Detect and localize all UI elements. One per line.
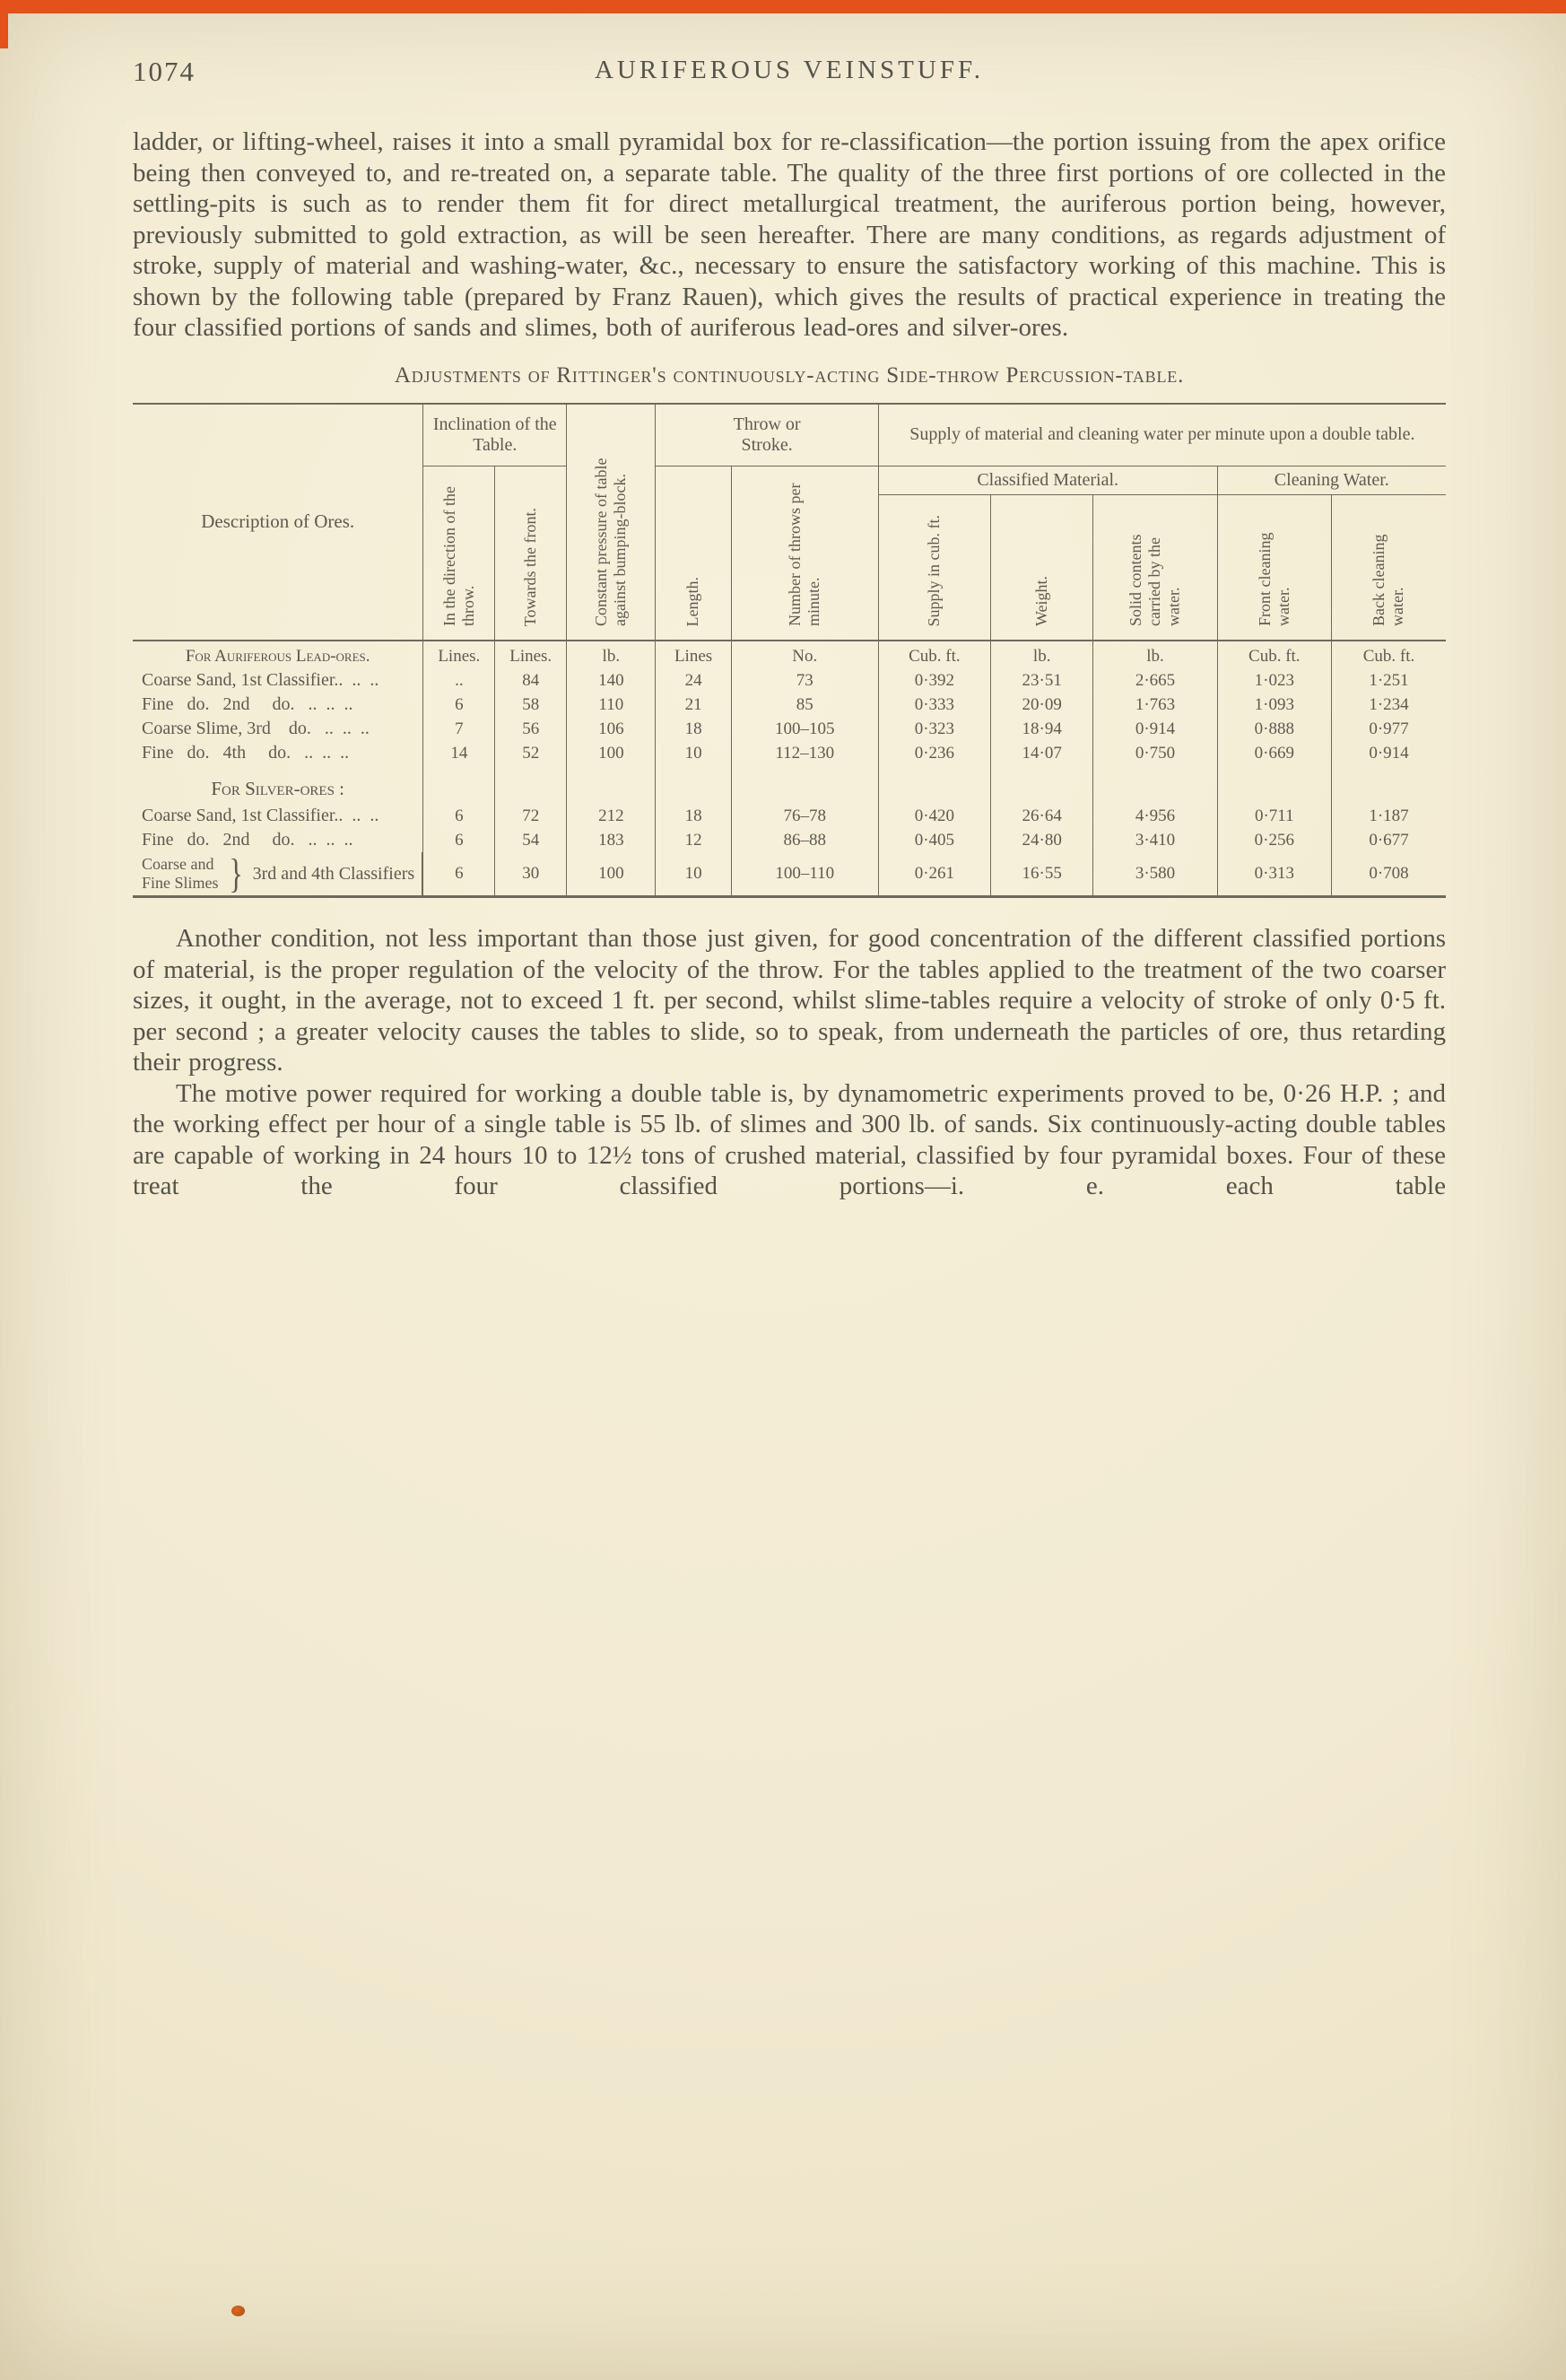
- paragraph-1: ladder, or lifting-wheel, raises it into a small pyramidal box for re-classification—the portion issuing from the apex orifice being then conveyed to, and re-treated on, a separate table. The quality of the three first portions of ore collected in the settling-pits is such as to render them fit for direct metallurgical treatment, the auriferous portion being, however, previously submitted to gold extraction, as will be seen hereafter. There are many conditions, as regards adjustment of stroke, supply of material and washing-water, &c., necessary to ensure the satisfactory working of this machine. This is shown by the following table (prepared by Franz Rauen), which gives the results of practical experience in treating the four classified portions of sands and slimes, both of auriferous lead-ores and silver-ores.: [133, 127, 1446, 342]
- col-header-back-cleaning: [1331, 495, 1446, 641]
- rotated-header-text: Solid contents carried by the water.: [1127, 534, 1183, 626]
- value-cell: 18: [656, 804, 731, 828]
- table-row: [133, 852, 1446, 897]
- value-cell: 0·405: [878, 828, 990, 852]
- value-cell: 0·256: [1217, 828, 1331, 852]
- col-group-classified-material: [878, 466, 1217, 495]
- empty-cell: [731, 765, 878, 804]
- value-cell: 1·187: [1331, 804, 1446, 828]
- rotated-header-text: Supply in cub. ft.: [925, 514, 944, 626]
- value-cell: 0·236: [878, 741, 990, 765]
- value-cell: 110: [567, 693, 656, 717]
- empty-cell: [1093, 765, 1217, 804]
- value-cell: 100: [567, 741, 656, 765]
- value-cell: 72: [495, 804, 567, 828]
- value-cell: 52: [495, 741, 567, 765]
- col-header-in-direction: [423, 466, 495, 641]
- col-header-throws-per-minute: [731, 466, 878, 641]
- col-group-throw: [656, 404, 878, 466]
- col-group-throw-label: Throw or Stroke.: [733, 414, 801, 455]
- table-row: [133, 693, 1446, 717]
- value-cell: 3·410: [1093, 828, 1217, 852]
- value-cell: 112–130: [731, 741, 878, 765]
- col-group-supply: [878, 404, 1446, 466]
- value-cell: 0·392: [878, 668, 990, 693]
- rotated-header-text: Constant pressure of table against bumping-block.: [592, 458, 630, 626]
- rotated-header-text: Towards the front.: [521, 507, 540, 626]
- col-header-supply-cub-ft: [878, 495, 990, 641]
- value-cell: 212: [567, 804, 656, 828]
- ore-description-cell: Coarse Slime, 3rd do. .. .. ..: [133, 717, 423, 741]
- table-row: [133, 668, 1446, 693]
- value-cell: 100–110: [731, 852, 878, 897]
- table-caption: Adjustments of Rittinger's continuously-acting Side-throw Percussion-table.: [394, 362, 1185, 388]
- ore-description-cell: Fine do. 2nd do. .. .. ..: [133, 828, 423, 852]
- value-cell: 100: [567, 852, 656, 897]
- value-cell: 10: [656, 852, 731, 897]
- col-header-length: [656, 466, 731, 641]
- col-group-cleaning-label: Cleaning Water.: [1274, 470, 1389, 490]
- table-row: [133, 828, 1446, 852]
- empty-cell: [1331, 765, 1446, 804]
- unit-cell: No.: [731, 641, 878, 668]
- ore-description-line: Coarse and: [142, 855, 214, 874]
- value-cell: 3·580: [1093, 852, 1217, 897]
- value-cell: 6: [423, 828, 495, 852]
- empty-cell: [656, 765, 731, 804]
- unit-cell: Cub. ft.: [1331, 641, 1446, 668]
- units-row: [133, 641, 1446, 668]
- rotated-header-text: Front cleaning water.: [1255, 532, 1292, 626]
- ore-description-stack: [142, 855, 219, 892]
- table-row: [133, 741, 1446, 765]
- value-cell: 4·956: [1093, 804, 1217, 828]
- value-cell: 14·07: [990, 741, 1092, 765]
- value-cell: 0·323: [878, 717, 990, 741]
- running-head-title: AURIFEROUS VEINSTUFF.: [594, 56, 985, 84]
- empty-cell: [567, 765, 656, 804]
- rotated-header-text: Length.: [683, 576, 702, 626]
- value-cell: 18: [656, 717, 731, 741]
- value-cell: 76–78: [731, 804, 878, 828]
- value-cell: 56: [495, 717, 567, 741]
- rotated-header-text: Number of throws per minute.: [785, 483, 823, 626]
- value-cell: 10: [656, 741, 731, 765]
- value-cell: 0·711: [1217, 804, 1331, 828]
- ore-description-rest: 3rd and 4th Classifiers: [252, 863, 415, 884]
- value-cell: 30: [495, 852, 567, 897]
- section-silver-ores: For Silver-ores :: [133, 765, 423, 804]
- value-cell: 20·09: [990, 693, 1092, 717]
- empty-cell: [990, 765, 1092, 804]
- table-row: [133, 804, 1446, 828]
- value-cell: 73: [731, 668, 878, 693]
- value-cell: 58: [495, 693, 567, 717]
- brace-glyph: }: [228, 850, 243, 897]
- value-cell: 0·313: [1217, 852, 1331, 897]
- unit-cell: Cub. ft.: [1217, 641, 1331, 668]
- value-cell: 0·261: [878, 852, 990, 897]
- value-cell: 16·55: [990, 852, 1092, 897]
- col-group-classified-label: Classified Material.: [977, 470, 1119, 490]
- unit-cell: lb.: [1093, 641, 1217, 668]
- value-cell: ..: [423, 668, 495, 693]
- unit-cell: Cub. ft.: [878, 641, 990, 668]
- value-cell: 0·677: [1331, 828, 1446, 852]
- empty-cell: [423, 765, 495, 804]
- ore-description-cell: Fine do. 4th do. .. .. ..: [133, 741, 423, 765]
- col-group-supply-label: Supply of material and cleaning water per minute upon a double table.: [909, 424, 1415, 445]
- value-cell: 100–105: [731, 717, 878, 741]
- unit-cell: lb.: [990, 641, 1092, 668]
- value-cell: 18·94: [990, 717, 1092, 741]
- page-number: 1074: [133, 56, 196, 87]
- col-header-description: Description of Ores.: [133, 404, 423, 641]
- value-cell: 86–88: [731, 828, 878, 852]
- value-cell: 7: [423, 717, 495, 741]
- value-cell: 24·80: [990, 828, 1092, 852]
- col-group-inclination: [423, 404, 567, 466]
- ink-spot: [231, 2306, 245, 2316]
- unit-cell: Lines.: [423, 641, 495, 668]
- value-cell: 23·51: [990, 668, 1092, 693]
- rotated-header-text: Back cleaning water.: [1370, 534, 1407, 626]
- percussion-table: [133, 403, 1446, 899]
- unit-cell: Lines: [656, 641, 731, 668]
- col-header-weight: [990, 495, 1092, 641]
- value-cell: 1·763: [1093, 693, 1217, 717]
- value-cell: 0·977: [1331, 717, 1446, 741]
- value-cell: 12: [656, 828, 731, 852]
- value-cell: 54: [495, 828, 567, 852]
- value-cell: 0·888: [1217, 717, 1331, 741]
- section-lead-ores: For Auriferous Lead-ores.: [133, 641, 423, 668]
- value-cell: 0·420: [878, 804, 990, 828]
- unit-cell: lb.: [567, 641, 656, 668]
- empty-cell: [495, 765, 567, 804]
- ore-description-cell: Coarse Sand, 1st Classifier.. .. ..: [133, 668, 423, 693]
- ore-description-cell: Fine do. 2nd do. .. .. ..: [133, 693, 423, 717]
- col-header-front-cleaning: [1217, 495, 1331, 641]
- table-row: [133, 717, 1446, 741]
- value-cell: 21: [656, 693, 731, 717]
- col-header-solid-contents: [1093, 495, 1217, 641]
- ore-description-cell: Coarse Sand, 1st Classifier.. .. ..: [133, 804, 423, 828]
- col-header-towards-front: [495, 466, 567, 641]
- empty-cell: [878, 765, 990, 804]
- value-cell: 0·750: [1093, 741, 1217, 765]
- value-cell: 0·669: [1217, 741, 1331, 765]
- paragraph-2: Another condition, not less important than those just given, for good concentration of the different classified portions of material, is the proper regulation of the velocity of the throw. For the tables applied to the treatment of the two coarser sizes, it ought, in the average, not to exceed 1 ft. per second, whilst slime-tables require a velocity of stroke of only 0·5 ft. per second ; a greater velocity causes the tables to slide, so to speak, from underneath the particles of ore, thus retarding their progress.: [133, 924, 1446, 1077]
- value-cell: 6: [423, 693, 495, 717]
- value-cell: 1·251: [1331, 668, 1446, 693]
- value-cell: 84: [495, 668, 567, 693]
- value-cell: 0·708: [1331, 852, 1446, 897]
- value-cell: 0·333: [878, 693, 990, 717]
- value-cell: 85: [731, 693, 878, 717]
- value-cell: 1·023: [1217, 668, 1331, 693]
- value-cell: 6: [423, 852, 495, 897]
- empty-cell: [1217, 765, 1331, 804]
- paragraph-3: The motive power required for working a double table is, by dynamometric experiments proved to be, 0·26 H.P. ; and the working effect per hour of a single table is 55 lb. of slimes and 300 lb. of sands. Six continuously-acting double tables are capable of working in 24 hours 10 to 12½ tons of crushed material, classified by four pyramidal boxes. Four of these treat the four classified portions—i. e. each table: [133, 1078, 1446, 1200]
- rotated-header-text: In the direction of the throw.: [439, 486, 477, 626]
- ore-description-cell: [133, 852, 422, 895]
- value-cell: 0·914: [1093, 717, 1217, 741]
- scan-edge-left: [0, 0, 8, 48]
- col-group-inclination-label: Inclination of the Table.: [432, 414, 557, 455]
- section-row: [133, 765, 1446, 804]
- unit-cell: Lines.: [495, 641, 567, 668]
- value-cell: 1·234: [1331, 693, 1446, 717]
- col-header-constant-pressure: [567, 404, 656, 641]
- running-header: [133, 56, 1446, 85]
- value-cell: 26·64: [990, 804, 1092, 828]
- ore-description-line: Fine Slimes: [142, 874, 219, 892]
- scan-edge-top: [0, 0, 1566, 13]
- value-cell: 14: [423, 741, 495, 765]
- value-cell: 140: [567, 668, 656, 693]
- col-group-cleaning-water: [1217, 466, 1446, 495]
- value-cell: 24: [656, 668, 731, 693]
- value-cell: 1·093: [1217, 693, 1331, 717]
- rotated-header-text: Weight.: [1032, 575, 1051, 626]
- value-cell: 6: [423, 804, 495, 828]
- value-cell: 183: [567, 828, 656, 852]
- value-cell: 0·914: [1331, 741, 1446, 765]
- value-cell: 2·665: [1093, 668, 1217, 693]
- value-cell: 106: [567, 717, 656, 741]
